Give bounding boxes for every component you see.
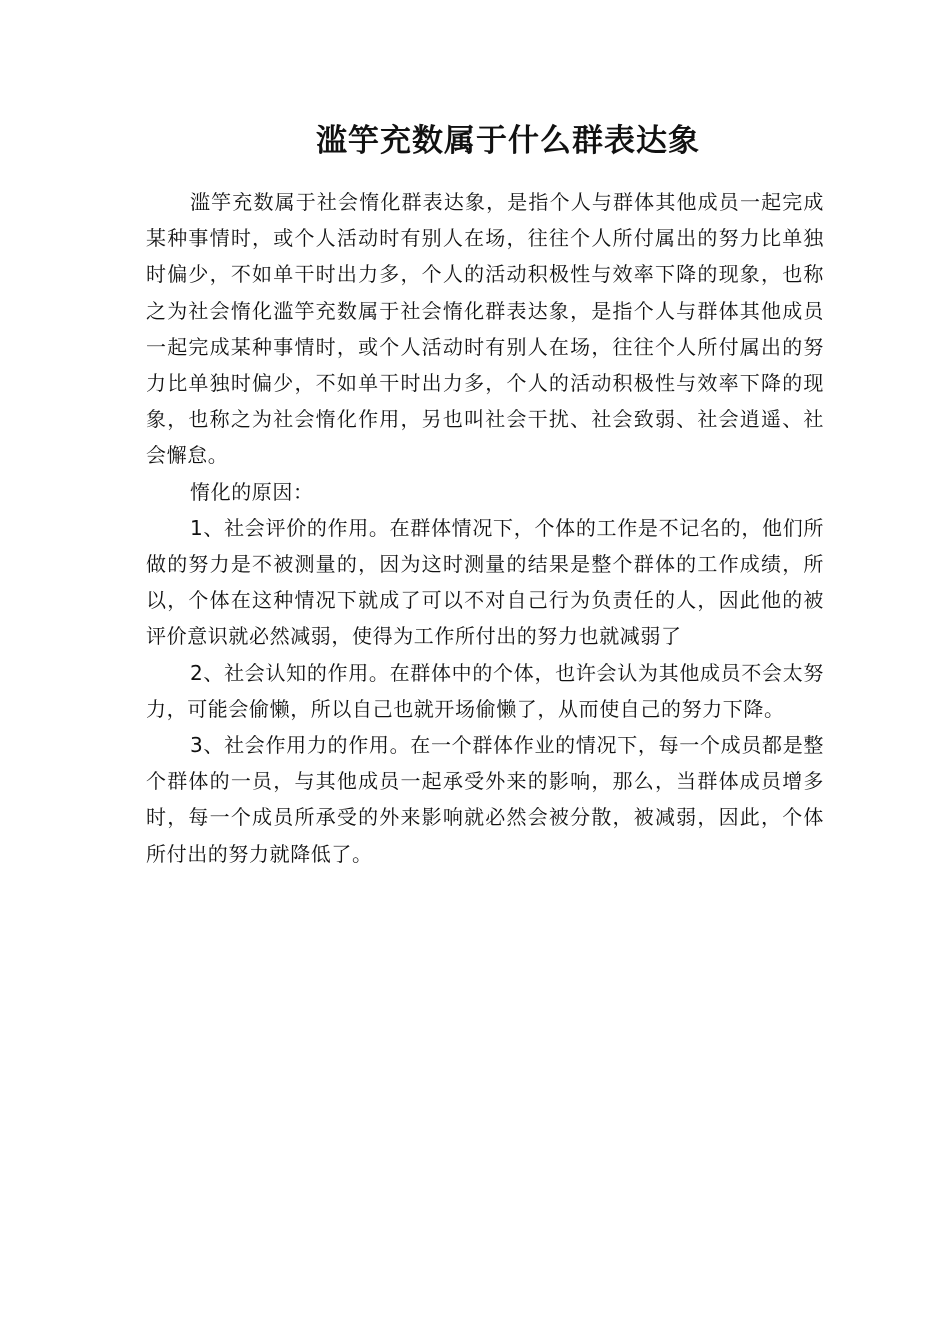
document-title: 滥竽充数属于什么群表达象 [316, 123, 700, 159]
paragraph-cause-2: 2、社会认知的作用。在群体中的个体，也许会认为其他成员不会太努力，可能会偷懒，所以自己也就开场偷懒了，从而使自己的努力下降。 [146, 660, 824, 721]
document-body [146, 184, 824, 872]
paragraph-cause-1: 1、社会评价的作用。在群体情况下，个体的工作是不记名的，他们所做的努力是不被测量的，因为这时测量的结果是整个群体的工作成绩，所以，个体在这种情况下就成了可以不对自己行为负责任的人，因此他的被评价意识就必然减弱，使得为工作所付出的努力也就减弱了 [146, 515, 824, 649]
paragraph-cause-3: 3、社会作用力的作用。在一个群体作业的情况下，每一个成员都是整个群体的一员，与其他成员一起承受外来的影响，那么，当群体成员增多时，每一个成员所承受的外来影响就必然会被分散，被减弱，因此，个体所付出的努力就降低了。 [146, 733, 824, 866]
paragraph-causes-heading: 惰化的原因： [190, 479, 314, 504]
paragraph-definition: 滥竽充数属于社会惰化群表达象，是指个人与群体其他成员一起完成某种事情时，或个人活动时有别人在场，往往个人所付属出的努力比单独时偏少，不如单干时出力多，个人的活动积极性与效率下降的现象，也称之为社会惰化滥竽充数属于社会惰化群表达象，是指个人与群体其他成员一起完成某种事情时，或个人活动时有别人在场，往往个人所付属出的努力比单独时偏少，不如单干时出力多，个人的活动积极性与效率下降的现象，也称之为社会惰化作用，另也叫社会干扰、社会致弱、社会逍遥、社会懈怠。 [146, 190, 824, 468]
